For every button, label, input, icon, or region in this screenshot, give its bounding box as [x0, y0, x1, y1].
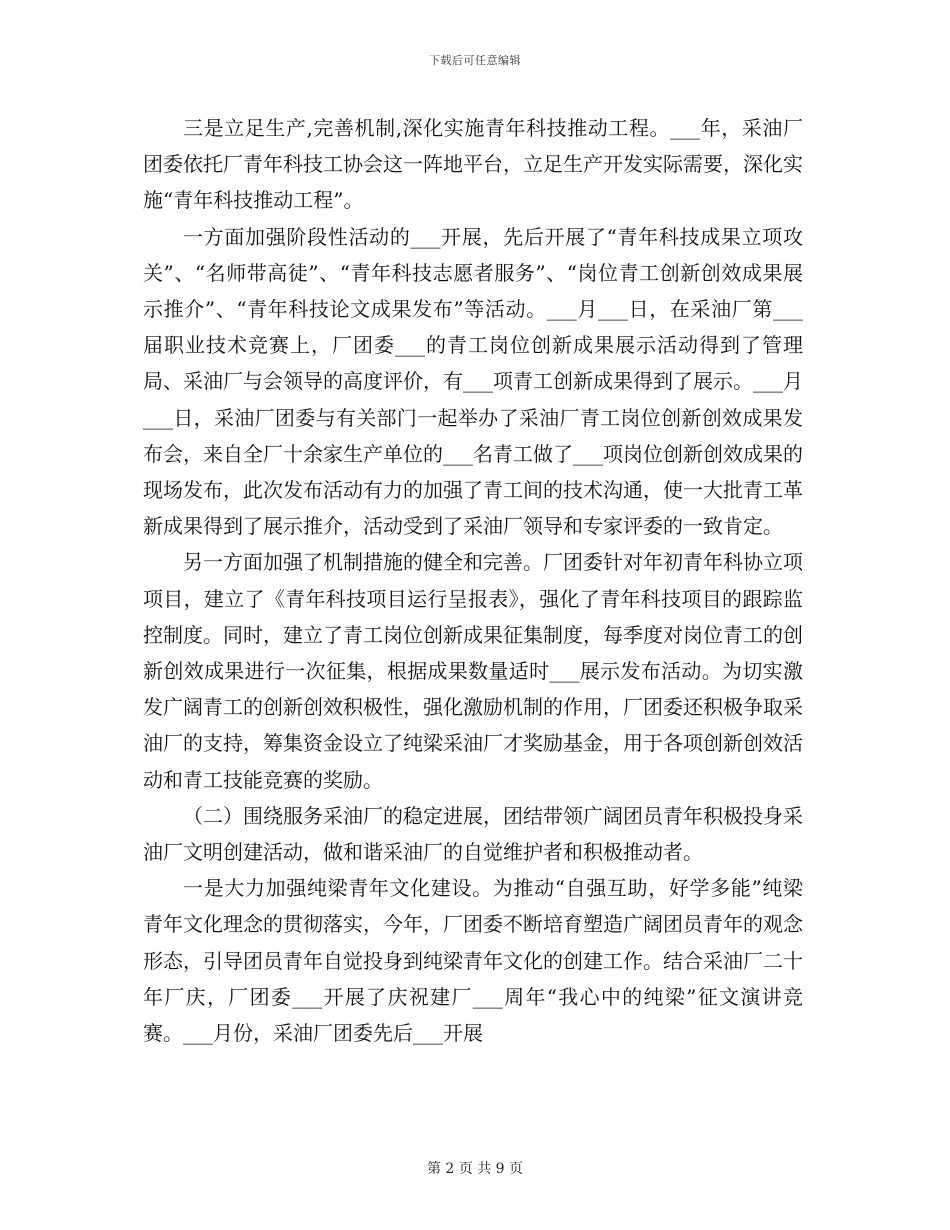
page-header: 下载后可任意编辑: [429, 54, 521, 67]
document-body: [143, 110, 803, 1051]
page-number: 第 2 页 共 9 页: [426, 1161, 524, 1177]
paragraph-3: 另一方面加强了机制措施的健全和完善。厂团委针对年初青年科协立项项目，建立了《青年科技项目运行呈报表》，强化了青年科技项目的跟踪监控制度。同时，建立了青工岗位创新成果征集制度，每季度对岗位青工的创新创效成果进行一次征集，根据成果数量适时___展示发布活动。为切实激发广阔青工的创新创效积极性，强化激励机制的作用，厂团委还积极争取采油厂的支持，筹集资金设立了纯梁采油厂才奖励基金，用于各项创新创效活动和青工技能竞赛的奖励。: [143, 550, 803, 792]
paragraph-4: （二）围绕服务采油厂的稳定进展，团结带领广阔团员青年积极投身采油厂文明创建活动，做和谐采油厂的自觉维护者和积极推动者。: [143, 803, 803, 865]
paragraph-2: 一方面加强阶段性活动的___开展，先后开展了“青年科技成果立项攻关”、“名师带高徒”、“青年科技志愿者服务”、“岗位青工创新创效成果展示推介”、“青年科技论文成果发布”等活动。___月___日，在采油厂第___届职业技术竞赛上，厂团委___的青工岗位创新成果展示活动得到了管理局、采油厂与会领导的高度评价，有___项青工创新成果得到了展示。___月___日，采油厂团委与有关部门一起举办了采油厂青工岗位创新创效成果发布会，来自全厂十余家生产单位的___名青工做了___项岗位创新创效成果的现场发布，此次发布活动有力的加强了青工间的技术沟通，使一大批青工革新成果得到了展示推介，活动受到了采油厂领导和专家评委的一致肯定。: [143, 224, 803, 539]
paragraph-1: 三是立足生产,完善机制,深化实施青年科技推动工程。___年，采油厂团委依托厂青年科技工协会这一阵地平台，立足生产开发实际需要，深化实施“青年科技推动工程”。: [143, 116, 803, 213]
paragraph-5: 一是大力加强纯梁青年文化建设。为推动“自强互助，好学多能”纯梁青年文化理念的贯彻落实，今年，厂团委不断培育塑造广阔团员青年的观念形态，引导团员青年自觉投身到纯梁青年文化的创建工作。结合采油厂二十年厂庆，厂团委___开展了庆祝建厂___周年“我心中的纯梁”征文演讲竞赛。___月份，采油厂团委先后___开展: [143, 876, 803, 1046]
